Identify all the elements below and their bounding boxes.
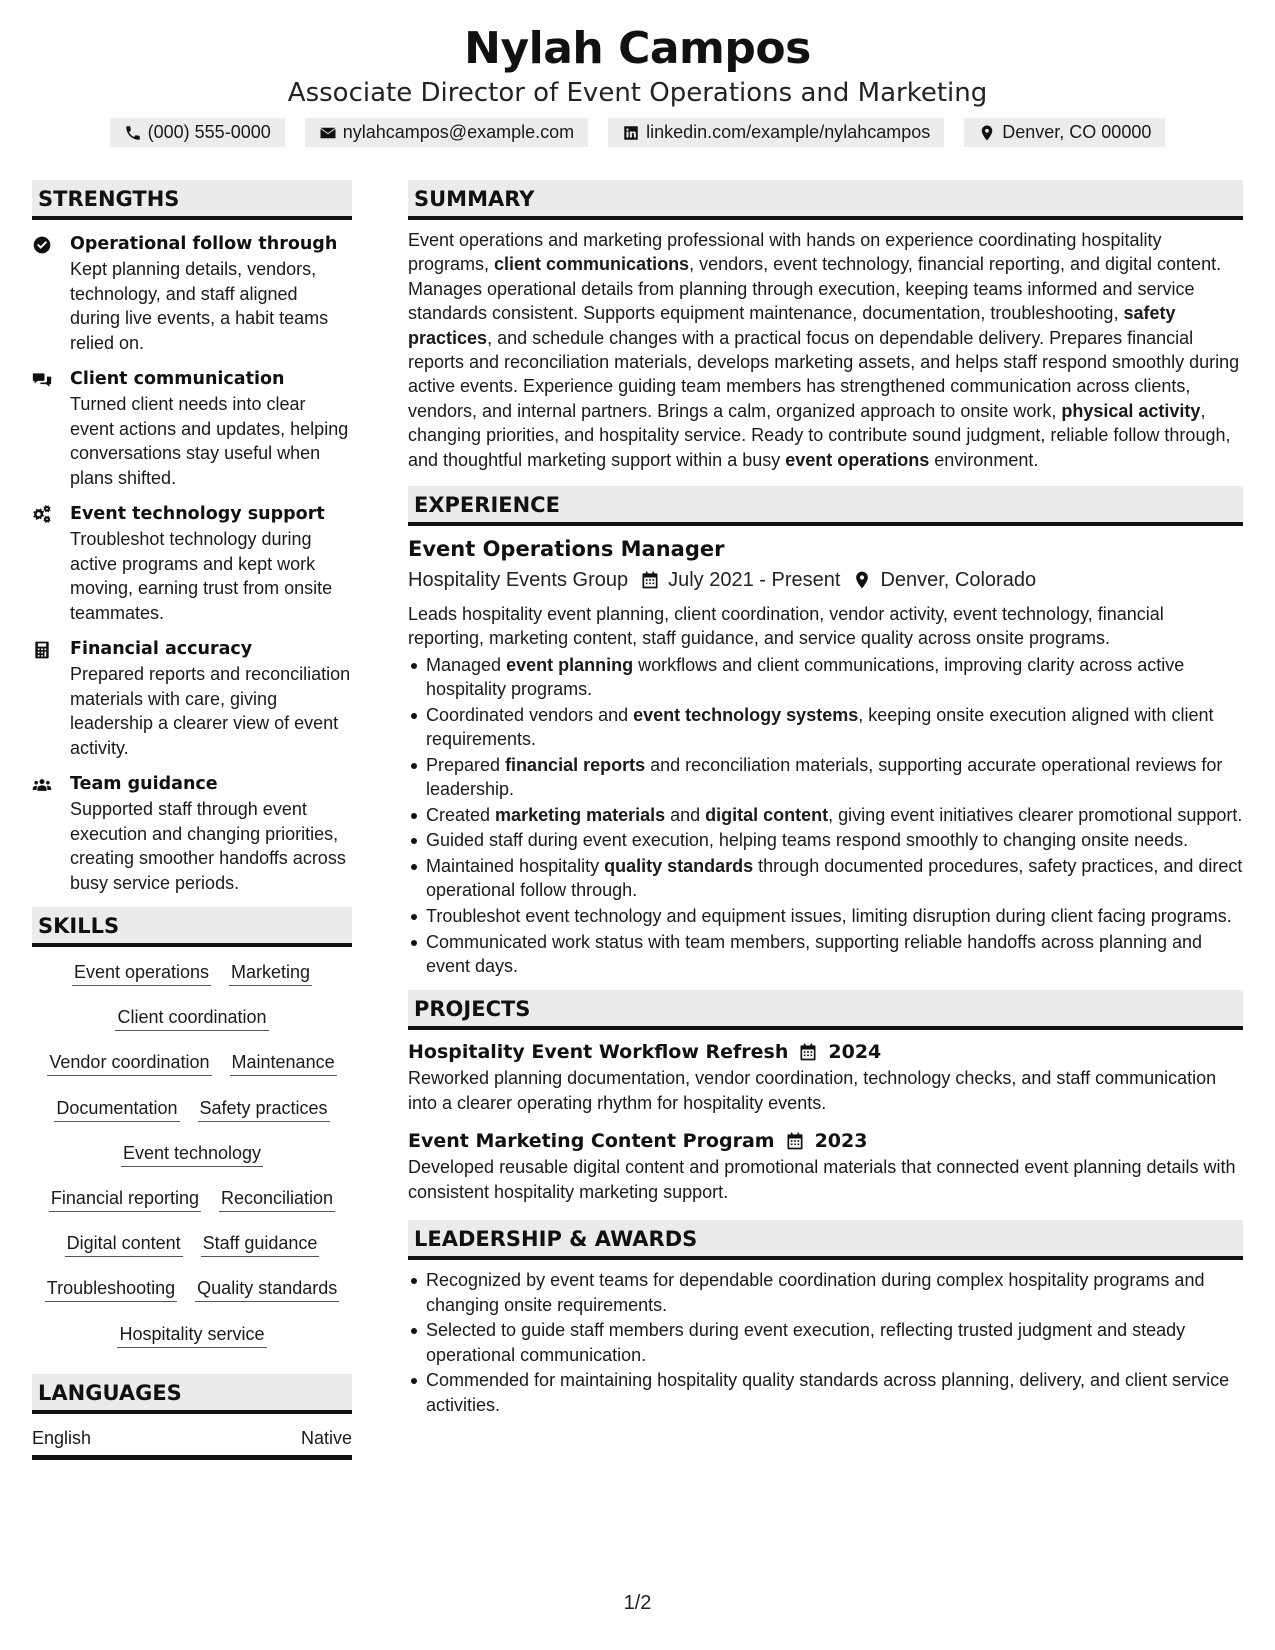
- emphasis-text: event planning: [506, 654, 634, 675]
- text-run: , giving event initiatives clearer promotional support.: [828, 804, 1243, 825]
- leadership-bullet: Recognized by event teams for dependable coordination during complex hospitality programs and changing onsite requirements.: [408, 1268, 1243, 1317]
- users-icon: [32, 775, 52, 795]
- strength-desc: Supported staff through event execution and changing priorities, creating smoother handoffs across busy service periods.: [70, 799, 346, 893]
- job-bullet: [408, 653, 1243, 702]
- left-column: [32, 180, 352, 1460]
- chat-bubbles-icon: [32, 370, 52, 390]
- strength-desc: Kept planning details, vendors, technology, and staff aligned during live events, a habit teams relied on.: [70, 259, 329, 353]
- skill-tag: Reconciliation: [219, 1185, 335, 1212]
- job-bullet: [408, 828, 1243, 852]
- leadership-heading: LEADERSHIP & AWARDS: [408, 1220, 1243, 1260]
- project-item: [408, 1038, 1243, 1115]
- job-bullet: [408, 904, 1243, 928]
- contact-bar: [0, 118, 1275, 147]
- skill-tag: Troubleshooting: [45, 1275, 177, 1302]
- strength-desc: Turned client needs into clear event actions and updates, helping conversations stay useful when plans shifted.: [70, 394, 349, 488]
- project-desc: Reworked planning documentation, vendor coordination, technology checks, and staff communication into a clearer operating rhythm for hospitality events.: [408, 1068, 1217, 1113]
- text-run: Coordinated vendors and: [426, 704, 634, 725]
- language-item: [32, 1428, 352, 1460]
- text-run: , vendors, event technology, financial reporting, and digital content. Manages operational details from planning through execution, keeping teams informed and service standards consistent. Supports equipment maintenance, documentation, troubleshooting,: [408, 254, 1222, 324]
- projects-heading: PROJECTS: [408, 990, 1243, 1030]
- strength-desc: Prepared reports and reconciliation materials with care, giving leadership a clearer view of event activity.: [70, 664, 351, 758]
- strength-title: Event technology support: [70, 504, 325, 524]
- page-number: 1/2: [623, 1592, 652, 1614]
- strength-item: [32, 367, 352, 490]
- project-year: 2023: [814, 1130, 868, 1153]
- skill-tag: Maintenance: [230, 1049, 337, 1076]
- strength-title: Operational follow through: [70, 234, 338, 254]
- gears-icon: [32, 505, 52, 525]
- job-description: Leads hospitality event planning, client coordination, vendor activity, event technology, financial reporting, marketing content, staff guidance, and service quality across onsite programs.: [408, 604, 1164, 649]
- text-run: environment.: [929, 449, 1039, 470]
- envelope-icon: [319, 124, 337, 142]
- strength-title: Financial accuracy: [70, 639, 253, 659]
- text-run: and: [665, 804, 706, 825]
- text-run: Guided staff during event execution, helping teams respond smoothly to changing onsite needs.: [426, 830, 1189, 851]
- job-title: Event Operations Manager: [408, 537, 725, 562]
- job-bullet: [408, 854, 1243, 903]
- skill-row: [32, 959, 352, 1004]
- calculator-icon: [32, 640, 52, 660]
- emphasis-text: digital content: [705, 804, 829, 825]
- languages-heading: LANGUAGES: [32, 1374, 352, 1414]
- project-item: [408, 1127, 1243, 1204]
- contact-phone: [110, 118, 285, 147]
- map-pin-icon: [852, 570, 872, 590]
- linkedin-link[interactable]: linkedin.com/example/nylahcampos: [646, 122, 931, 142]
- text-run: , changing priorities, and hospitality service. Ready to contribute sound judgment, reliable follow through, and thoughtful marketing support within a busy: [408, 400, 1231, 470]
- project-title: Hospitality Event Workflow Refresh: [408, 1041, 789, 1064]
- skills-list: [32, 959, 352, 1366]
- job-bullet: [408, 803, 1243, 827]
- text-run: , and schedule changes with a practical focus on dependable delivery. Prepares financial reports and reconciliation materials, develops marketing assets, and helps staff respond smoothly during active events. Experience guiding team members has strengthened communication across clients, vendors, and internal partners. Brings a calm, organized approach to onsite work,: [408, 327, 1240, 421]
- strength-item: [32, 637, 352, 760]
- strength-title: Client communication: [70, 369, 285, 389]
- skill-tag: Client coordination: [115, 1004, 268, 1031]
- leadership-bullet: Commended for maintaining hospitality quality standards across planning, delivery, and client service activities.: [408, 1368, 1243, 1417]
- text-run: Managed: [426, 654, 507, 675]
- language-name: English: [32, 1427, 92, 1448]
- emphasis-text: event operations: [785, 449, 930, 470]
- emphasis-text: financial reports: [505, 754, 646, 775]
- text-run: through documented procedures, safety practices, and direct operational follow through.: [426, 856, 1243, 901]
- skill-row: [32, 1095, 352, 1140]
- skill-row: [32, 1049, 352, 1094]
- skill-row: [32, 1004, 352, 1049]
- text-run: Created: [426, 804, 496, 825]
- skills-heading: SKILLS: [32, 907, 352, 947]
- skill-row: [32, 1321, 352, 1366]
- summary-heading: SUMMARY: [408, 180, 1243, 220]
- job-bullets: [408, 653, 1243, 979]
- skill-tag: Quality standards: [195, 1275, 339, 1302]
- skill-tag: Staff guidance: [201, 1230, 320, 1257]
- skill-row: [32, 1230, 352, 1275]
- leadership-bullet: Selected to guide staff members during event execution, reflecting trusted judgment and steady operational communication.: [408, 1318, 1243, 1367]
- skill-row: [32, 1185, 352, 1230]
- skill-tag: Hospitality service: [117, 1321, 266, 1348]
- emphasis-text: marketing materials: [495, 804, 666, 825]
- emphasis-text: physical activity: [1061, 400, 1201, 421]
- project-desc: Developed reusable digital content and promotional materials that connected event planning details with consistent hospitality marketing support.: [408, 1157, 1236, 1202]
- text-run: workflows and client communications, improving clarity across active hospitality programs.: [426, 654, 1185, 700]
- project-year: 2024: [828, 1041, 882, 1064]
- candidate-title: Associate Director of Event Operations and Marketing: [287, 78, 988, 108]
- strength-item: [32, 772, 352, 895]
- skill-tag: Marketing: [229, 959, 312, 986]
- skill-tag: Safety practices: [198, 1095, 330, 1122]
- job-bullet: [408, 930, 1243, 979]
- location-text: Denver, CO 00000: [1002, 122, 1152, 142]
- calendar-icon: [640, 570, 660, 590]
- strengths-list: [32, 232, 352, 895]
- company-name: Hospitality Events Group: [408, 569, 629, 592]
- emphasis-text: client communications: [494, 254, 690, 275]
- check-circle-icon: [32, 235, 52, 255]
- emphasis-text: event technology systems: [633, 704, 859, 725]
- strengths-heading: STRENGTHS: [32, 180, 352, 220]
- strength-item: [32, 502, 352, 625]
- text-run: , keeping onsite execution aligned with client requirements.: [426, 704, 1214, 750]
- resume-header: [0, 22, 1275, 147]
- text-run: Communicated work status with team members, supporting reliable handoffs across planning and event days.: [426, 931, 1203, 977]
- skill-tag: Event technology: [121, 1140, 263, 1167]
- strength-item: [32, 232, 352, 355]
- map-pin-icon: [978, 124, 996, 142]
- summary-text: [408, 228, 1243, 472]
- text-run: Maintained hospitality: [426, 856, 605, 877]
- skill-tag: Documentation: [54, 1095, 179, 1122]
- emphasis-text: quality standards: [604, 856, 754, 877]
- candidate-name: Nylah Campos: [464, 23, 811, 74]
- job-dates: July 2021 - Present: [668, 569, 841, 592]
- strength-desc: Troubleshot technology during active programs and kept work moving, earning trust from onsite teammates.: [70, 529, 333, 623]
- text-run: Prepared: [426, 754, 506, 775]
- phone-text: (000) 555-0000: [147, 122, 271, 142]
- text-run: Troubleshot event technology and equipment issues, limiting disruption during client facing programs.: [426, 906, 1232, 927]
- calendar-icon: [798, 1042, 818, 1062]
- contact-location: [964, 118, 1165, 147]
- email-link[interactable]: nylahcampos@example.com: [342, 122, 575, 142]
- text-run: Event operations and marketing professional with hands on experience coordinating hospitality programs,: [408, 230, 1162, 275]
- text-run: and reconciliation materials, supporting accurate operational reviews for leadership.: [426, 754, 1223, 800]
- skill-tag: Vendor coordination: [47, 1049, 211, 1076]
- skill-tag: Digital content: [65, 1230, 183, 1257]
- linkedin-icon: [622, 124, 640, 142]
- skill-tag: Event operations: [72, 959, 211, 986]
- project-title: Event Marketing Content Program: [408, 1130, 775, 1153]
- contact-email[interactable]: [305, 118, 588, 147]
- right-column: [408, 180, 1243, 1418]
- phone-icon: [124, 124, 142, 142]
- language-level: Native: [300, 1427, 352, 1448]
- skill-tag: Financial reporting: [49, 1185, 201, 1212]
- job-bullet: [408, 703, 1243, 752]
- skill-row: [32, 1275, 352, 1320]
- job-meta: [408, 564, 1243, 596]
- emphasis-text: safety practices: [408, 303, 1176, 348]
- job-location: Denver, Colorado: [880, 569, 1037, 592]
- contact-linkedin[interactable]: [608, 118, 944, 147]
- calendar-icon: [785, 1131, 805, 1151]
- strength-title: Team guidance: [70, 774, 218, 794]
- job-bullet: [408, 753, 1243, 802]
- skill-row: [32, 1140, 352, 1185]
- experience-heading: EXPERIENCE: [408, 486, 1243, 526]
- leadership-bullets: [408, 1268, 1243, 1417]
